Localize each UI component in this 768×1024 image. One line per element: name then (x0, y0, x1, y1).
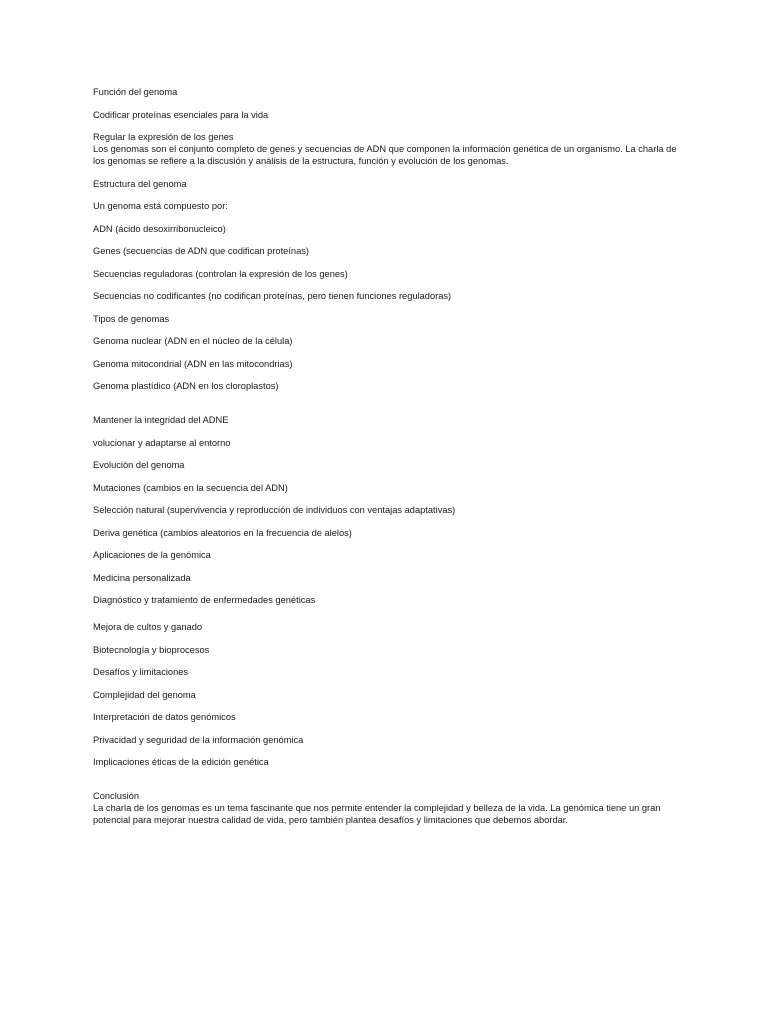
text-line: Un genoma está compuesto por: (93, 201, 228, 211)
heading-tipos-genomas: Tipos de genomas (93, 313, 170, 324)
text-line: Genoma mitocondrial (ADN en las mitocondrias) (93, 358, 293, 369)
text-line: Privacidad y seguridad de la información genómica (93, 734, 304, 745)
heading-desafios-limitaciones: Desafíos y limitaciones (93, 667, 189, 677)
text-line: Mantener la integridad del ADNE (93, 415, 229, 425)
conclusion-paragraph: La charla de los genomas es un tema fascinante que nos permite entender la complejidad y belleza de la vida. La genómica tiene un gran potencial para mejorar nuestra calidad de vida, pero también plantea desafíos y limitaciones que debemos abordar. (93, 803, 661, 825)
text-line: Mutaciones (cambios en la secuencia del ADN) (93, 482, 288, 493)
document-page (93, 86, 683, 826)
text-line: Implicaciones éticas de la edición genética (93, 757, 269, 767)
text-line: Secuencias no codificantes (no codifican proteínas, pero tienen funciones reguladoras) (93, 291, 452, 301)
text-line: Genoma plastídico (ADN en los cloroplastos) (93, 381, 279, 391)
text-line: Biotecnología y bioprocesos (93, 644, 210, 655)
intro-paragraph: Los genomas son el conjunto completo de genes y secuencias de ADN que componen la información genética de un organismo. La charla de los genomas se refiere a la discusión y análisis de la estructura, función y evolución de los genomas. (93, 144, 677, 166)
text-line: Genoma nuclear (ADN en el núcleo de la célula) (93, 336, 293, 346)
text-line: Deriva genética (cambios aleatorios en la frecuencia de alelos) (93, 527, 352, 538)
text-line: Diagnóstico y tratamiento de enfermedades genéticas (93, 595, 316, 605)
text-line: ADN (ácido desoxirribonucleico) (93, 223, 226, 234)
text-line: Medicina personalizada (93, 572, 191, 583)
text-line: Codificar proteínas esenciales para la vida (93, 109, 269, 120)
text-line: Regular la expresión de los genes (93, 132, 234, 142)
heading-funcion-genoma: Función del genoma (93, 87, 178, 97)
text-line: volucionar y adaptarse al entorno (93, 437, 231, 448)
heading-estructura-genoma: Estructura del genoma (93, 178, 187, 189)
text-line: Mejora de cultos y ganado (93, 622, 203, 632)
heading-conclusion: Conclusión (93, 791, 139, 801)
text-line: Interpretación de datos genómicos (93, 712, 236, 722)
heading-evolucion-genoma: Evolución del genoma (93, 460, 185, 470)
text-line: Secuencias reguladoras (controlan la expresión de los genes) (93, 268, 348, 279)
text-line: Selección natural (supervivencia y reproducción de individuos con ventajas adaptativas) (93, 505, 456, 515)
text-line: Genes (secuencias de ADN que codifican proteínas) (93, 246, 310, 256)
text-line: Complejidad del genoma (93, 689, 196, 700)
heading-aplicaciones-genomica: Aplicaciones de la genómica (93, 550, 211, 560)
